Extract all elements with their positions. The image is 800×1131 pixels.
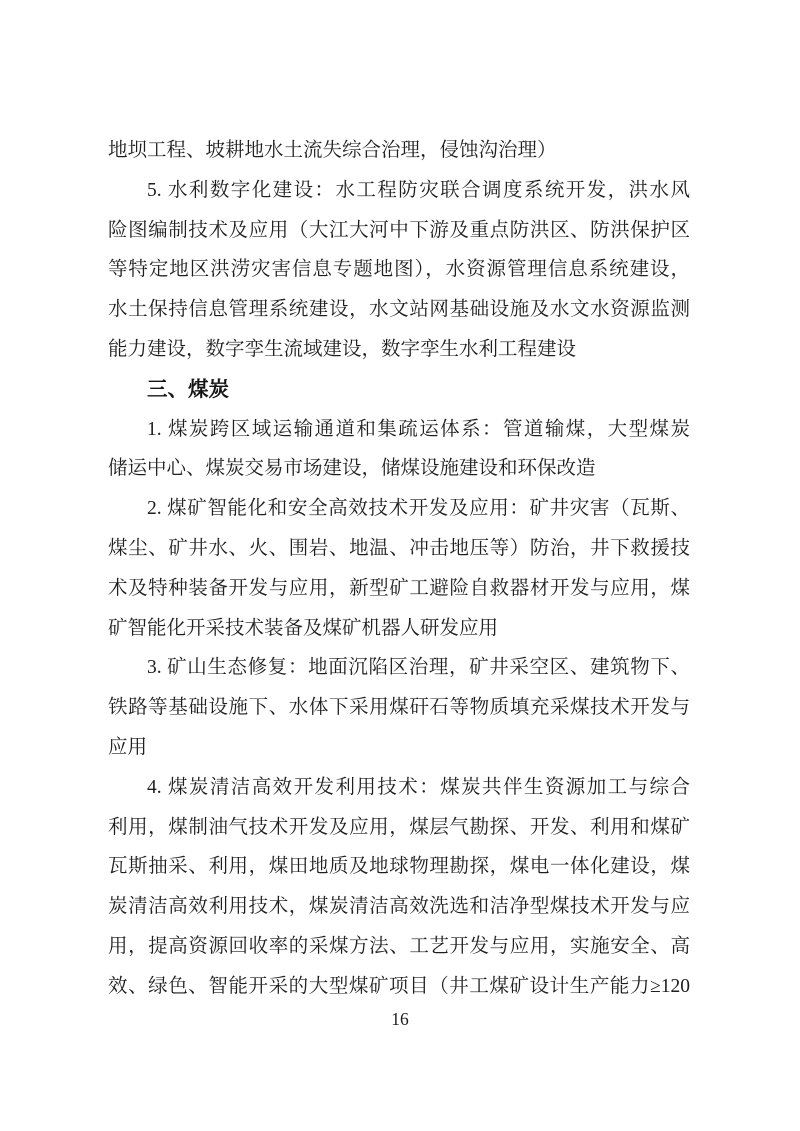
text-line: 险图编制技术及应用（大江大河中下游及重点防洪区、防洪保护区 [108,219,690,241]
text-line: 地坝工程、坡耕地水土流失综合治理，侵蚀沟治理） [108,140,557,161]
text-line: 应用 [108,736,148,758]
text-line: 等特定地区洪涝灾害信息专题地图），水资源管理信息系统建设， [108,259,690,281]
text-line: 4. 煤炭清洁高效开发利用技术：煤炭共伴生资源加工与综合 [147,776,690,798]
text-line: 5. 水利数字化建设：水工程防灾联合调度系统开发，洪水风 [147,179,690,201]
text-line: 3. 矿山生态修复：地面沉陷区治理，矿井采空区、建筑物下、 [147,657,690,679]
text-line: 1. 煤炭跨区域运输通道和集疏运体系：管道输煤，大型煤炭 [147,418,690,440]
page-number: 16 [391,1009,409,1029]
text-line: 术及特种装备开发与应用，新型矿工避险自救器材开发与应用，煤 [108,577,690,599]
text-line: 炭清洁高效利用技术，煤炭清洁高效洗选和洁净型煤技术开发与应 [108,896,690,918]
document-body [108,131,690,1007]
text-line: 能力建设，数字孪生流域建设，数字孪生水利工程建设 [108,338,577,360]
text-line: 铁路等基础设施下、水体下采用煤矸石等物质填充采煤技术开发与 [108,697,690,719]
text-line: 用，提高资源回收率的采煤方法、工艺开发与应用，实施安全、高 [108,935,690,957]
text-line: 效、绿色、智能开采的大型煤矿项目（井工煤矿设计生产能力≥120 [108,975,690,997]
text-line: 水土保持信息管理系统建设，水文站网基础设施及水文水资源监测 [108,299,690,321]
text-line: 矿智能化开采技术装备及煤矿机器人研发应用 [108,617,499,639]
text-line: 储运中心、煤炭交易市场建设，储煤设施建设和环保改造 [108,458,596,480]
text-line: 利用，煤制油气技术开发及应用，煤层气勘探、开发、利用和煤矿 [108,816,690,838]
text-line: 煤尘、矿井水、火、围岩、地温、冲击地压等）防治，井下救援技 [108,537,690,559]
text-line: 瓦斯抽采、利用，煤田地质及地球物理勘探，煤电一体化建设，煤 [108,856,690,878]
text-line: 2. 煤矿智能化和安全高效技术开发及应用：矿井灾害（瓦斯、 [147,498,690,520]
section-heading: 三、煤炭 [147,377,229,401]
